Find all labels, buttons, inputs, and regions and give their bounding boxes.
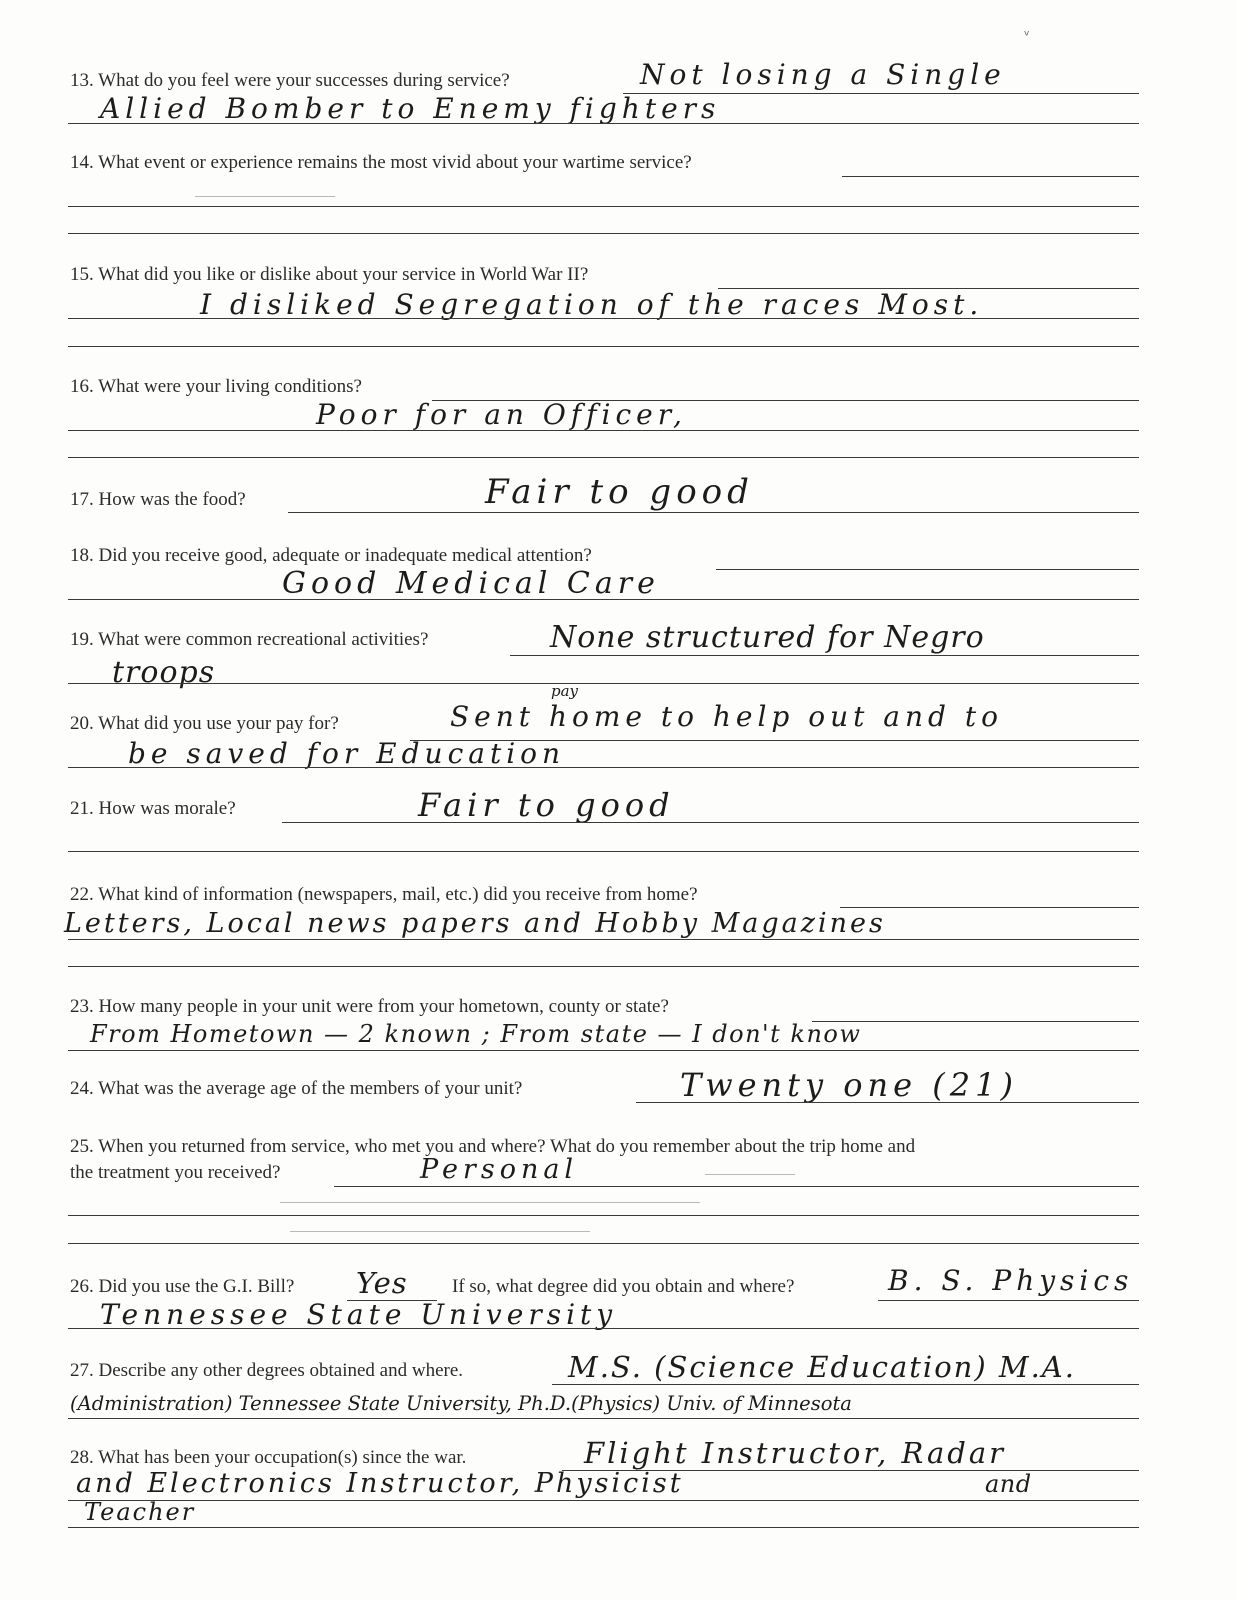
q17-answer-line1: Fair to good [485, 472, 754, 512]
q13-answer-line2: Allied Bomber to Enemy fighters [100, 92, 721, 125]
q19-prompt: 19. What were common recreational activities? [70, 629, 429, 650]
q28-answer-line3: Teacher [84, 1498, 196, 1526]
q18-rule-2 [68, 599, 1139, 600]
q27-answer-line2: (Administration) Tennessee State University, Ph.D.(Physics) Univ. of Minnesota [70, 1392, 852, 1415]
q20-answer-line2: be saved for Education [128, 737, 566, 770]
q28-answer-line1: Flight Instructor, Radar [584, 1436, 1006, 1470]
q21-rule-2 [68, 851, 1139, 852]
q25-prompt-line1: 25. When you returned from service, who met you and where? What do you remember about the trip home and [70, 1136, 916, 1157]
q25-stray-stroke-1 [705, 1174, 795, 1175]
q18-answer-line1: Good Medical Care [282, 566, 660, 601]
q28-prompt: 28. What has been your occupation(s) since the war. [70, 1447, 467, 1468]
q13-answer-line1: Not losing a Single [640, 58, 1006, 91]
q25-prompt-line2: the treatment you received? [70, 1162, 281, 1183]
q27-prompt: 27. Describe any other degrees obtained and where. [70, 1360, 464, 1381]
q24-answer-line1: Twenty one (21) [680, 1066, 1018, 1104]
q14-rule-2 [68, 206, 1139, 207]
q25-rule-2 [68, 1215, 1139, 1216]
q19-rule-2 [68, 683, 1139, 684]
q26-prompt-part1: 26. Did you use the G.I. Bill? [70, 1276, 295, 1297]
q26-prompt-part2: If so, what degree did you obtain and where? [452, 1276, 795, 1297]
q20-answer-line1: Sent home to help out and to [450, 700, 1003, 733]
q16-rule-2 [68, 430, 1139, 431]
q14-rule-1 [842, 176, 1139, 177]
q15-prompt: 15. What did you like or dislike about your service in World War II? [70, 264, 589, 285]
q26-rule-1 [878, 1300, 1139, 1301]
q25-rule-1 [334, 1186, 1139, 1187]
q28-rule-3 [68, 1527, 1139, 1528]
q26-answer-line2: Tennessee State University [100, 1298, 618, 1331]
q19-answer-line2: troops [112, 655, 216, 690]
q14-prompt: 14. What event or experience remains the most vivid about your wartime service? [70, 152, 692, 173]
q27-answer-line1: M.S. (Science Education) M.A. [568, 1350, 1076, 1384]
q14-stray-stroke [195, 196, 335, 197]
q14-rule-3 [68, 233, 1139, 234]
q20-prompt: 20. What did you use your pay for? [70, 713, 339, 734]
q24-rule-1 [636, 1102, 1139, 1103]
q25-stray-stroke-2 [280, 1202, 700, 1203]
q21-answer-line1: Fair to good [418, 786, 675, 824]
q22-prompt: 22. What kind of information (newspapers, mail, etc.) did you receive from home? [70, 884, 698, 905]
q27-rule-2 [68, 1418, 1139, 1419]
q23-rule-2 [68, 1050, 1139, 1051]
q25-rule-3 [68, 1243, 1139, 1244]
q16-rule-3 [68, 457, 1139, 458]
q23-prompt: 23. How many people in your unit were from your hometown, county or state? [70, 996, 669, 1017]
q18-prompt: 18. Did you receive good, adequate or inadequate medical attention? [70, 545, 592, 566]
q13-prompt: 13. What do you feel were your successes during service? [70, 70, 510, 91]
q28-rule-2 [68, 1500, 1139, 1501]
q22-rule-3 [68, 966, 1139, 967]
q22-rule-2 [68, 939, 1139, 940]
q19-rule-1 [510, 655, 1139, 656]
q26-answer-line1: B. S. Physics [888, 1264, 1134, 1297]
q24-prompt: 24. What was the average age of the members of your unit? [70, 1078, 523, 1099]
q17-prompt: 17. How was the food? [70, 489, 246, 510]
q23-answer-line1: From Hometown — 2 known ; From state — I don't know [90, 1020, 862, 1048]
q16-prompt: 16. What were your living conditions? [70, 376, 362, 397]
q28-answer-line2-continuation: and [985, 1470, 1032, 1498]
q15-rule-2 [68, 318, 1139, 319]
q21-rule-1 [282, 822, 1139, 823]
q22-answer-line1: Letters, Local news papers and Hobby Magazines [64, 908, 886, 939]
q21-prompt: 21. How was morale? [70, 798, 236, 819]
q27-rule-1 [552, 1384, 1139, 1385]
q28-answer-line2: and Electronics Instructor, Physicist [76, 1468, 684, 1499]
q15-answer-line1: I disliked Segregation of the races Most. [200, 288, 984, 321]
q15-rule-3 [68, 346, 1139, 347]
scan-speck: ᵛ [1024, 28, 1030, 44]
q18-rule-1 [716, 569, 1139, 570]
q26-rule-2 [68, 1328, 1139, 1329]
q20-insert-word: pay [551, 682, 579, 700]
q16-answer-line1: Poor for an Officer, [316, 398, 687, 431]
q25-answer-line1: Personal [420, 1154, 579, 1185]
q13-rule-2 [68, 123, 1139, 124]
q17-rule-1 [288, 512, 1139, 513]
q25-stray-stroke-3 [290, 1231, 590, 1232]
q20-rule-2 [68, 767, 1139, 768]
q19-answer-line1: None structured for Negro [550, 620, 985, 655]
q26-answer-yes: Yes [356, 1266, 408, 1300]
